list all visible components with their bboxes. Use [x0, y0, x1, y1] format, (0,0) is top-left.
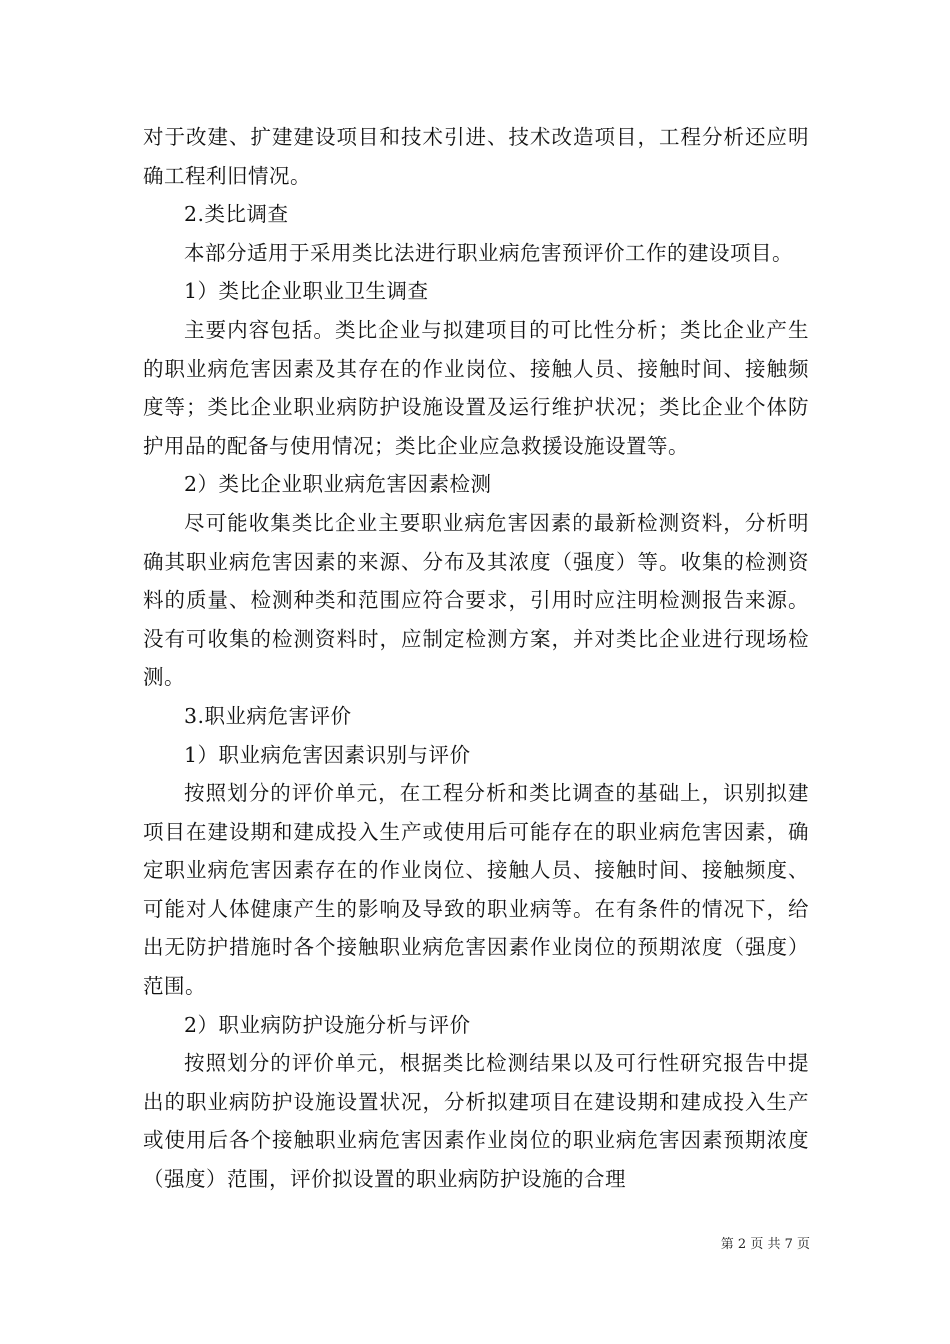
paragraph: 按照划分的评价单元，在工程分析和类比调查的基础上，识别拟建项目在建设期和建成投入生产或使用后可能存在的职业病危害因素，确定职业病危害因素存在的作业岗位、接触人员、接触时间、接触频度、可能对人体健康产生的影响及导致的职业病等。在有条件的情况下，给出无防护措施时各个接触职业病危害因素作业岗位的预期浓度（强度）范围。: [143, 781, 809, 999]
subsection-heading: 2）职业病防护设施分析与评价: [184, 1012, 471, 1037]
section-heading: 2.类比调查: [184, 202, 289, 227]
document-body: [143, 118, 809, 1199]
paragraph: 本部分适用于采用类比法进行职业病危害预评价工作的建设项目。: [184, 240, 793, 265]
subsection-heading: 1）类比企业职业卫生调查: [184, 279, 429, 304]
paragraph: 对于改建、扩建建设项目和技术引进、技术改造项目，工程分析还应明确工程利旧情况。: [143, 125, 809, 188]
page-number-footer: 第 2 页 共 7 页: [720, 1237, 810, 1252]
paragraph: 尽可能收集类比企业主要职业病危害因素的最新检测资料，分析明确其职业病危害因素的来源、分布及其浓度（强度）等。收集的检测资料的质量、检测种类和范围应符合要求，引用时应注明检测报告来源。没有可收集的检测资料时，应制定检测方案，并对类比企业进行现场检测。: [143, 510, 809, 690]
paragraph: 按照划分的评价单元，根据类比检测结果以及可行性研究报告中提出的职业病防护设施设置状况，分析拟建项目在建设期和建成投入生产或使用后各个接触职业病危害因素作业岗位的职业病危害因素预期浓度（强度）范围，评价拟设置的职业病防护设施的合理: [143, 1051, 809, 1192]
section-heading: 3.职业病危害评价: [184, 703, 352, 728]
subsection-heading: 1）职业病危害因素识别与评价: [184, 742, 471, 767]
paragraph: 主要内容包括。类比企业与拟建项目的可比性分析；类比企业产生的职业病危害因素及其存在的作业岗位、接触人员、接触时间、接触频度等；类比企业职业病防护设施设置及运行维护状况；类比企业个体防护用品的配备与使用情况；类比企业应急救援设施设置等。: [143, 317, 809, 458]
subsection-heading: 2）类比企业职业病危害因素检测: [184, 472, 492, 497]
